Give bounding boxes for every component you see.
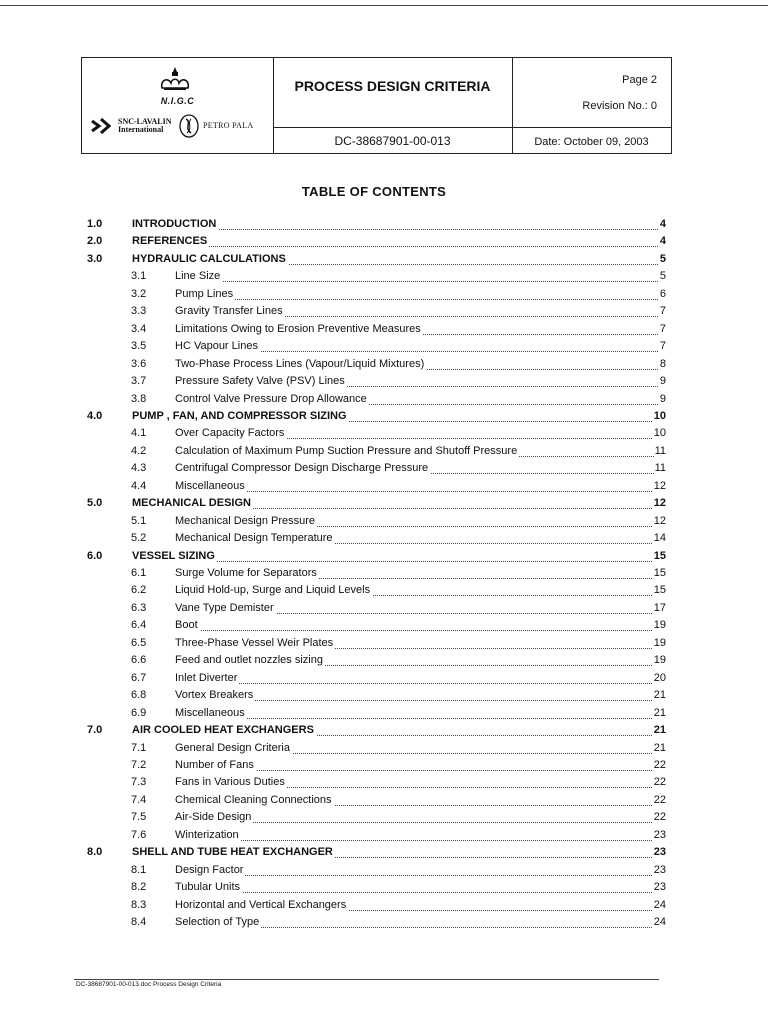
toc-entry-title: HYDRAULIC CALCULATIONS	[132, 252, 286, 265]
toc-entry-leader	[175, 892, 664, 893]
toc-entry[interactable]	[0, 567, 768, 584]
toc-entry[interactable]	[0, 619, 768, 636]
toc-entry-title: Air-Side Design	[175, 811, 252, 824]
toc-entry[interactable]	[0, 497, 768, 514]
toc-entry-number: 3.2	[131, 287, 147, 300]
footer-text: DC-38687901-00-013.doc Process Design Criteria	[76, 981, 222, 988]
snc-lavalin-logo-icon	[90, 118, 112, 134]
toc-entry[interactable]	[0, 480, 768, 497]
toc-title: TABLE OF CONTENTS	[301, 184, 447, 199]
toc-entry-page: 4	[659, 218, 666, 230]
toc-entry-page: 23	[653, 881, 666, 894]
toc-entry-number: 6.1	[131, 567, 147, 579]
petro-pala-label: PETRO PALA	[203, 121, 254, 130]
toc-entry-number: 3.5	[131, 340, 147, 353]
toc-entry[interactable]	[0, 637, 768, 654]
meta-cell	[512, 58, 671, 153]
toc-entry-number: 8.1	[131, 863, 147, 876]
toc-entry[interactable]	[0, 776, 768, 793]
toc-entry-title: Calculation of Maximum Pump Suction Pressure and Shutoff Pressure	[175, 444, 518, 457]
top-rule	[0, 5, 768, 6]
toc-entry[interactable]	[0, 707, 768, 724]
toc-entry[interactable]	[0, 305, 768, 322]
toc-entry-number: 3.4	[131, 322, 147, 335]
toc-entry-number: 6.7	[131, 671, 147, 684]
toc-entry-title: INTRODUCTION	[132, 218, 217, 230]
toc-entry-page: 7	[659, 322, 666, 335]
toc-entry[interactable]	[0, 829, 768, 846]
toc-entry-page: 15	[653, 584, 666, 597]
toc-entry-page: 22	[653, 793, 666, 806]
toc-entry-number: 4.1	[131, 427, 147, 440]
toc-entry-leader	[132, 246, 664, 247]
toc-entry-title: Selection of Type	[175, 916, 260, 928]
toc-entry[interactable]	[0, 445, 768, 462]
toc-entry-number: 7.4	[131, 793, 147, 806]
toc-entry-title: Two-Phase Process Lines (Vapour/Liquid Mixtures)	[175, 357, 425, 370]
toc-entry-title: Pump Lines	[175, 287, 234, 300]
toc-entry[interactable]	[0, 654, 768, 671]
toc-entry-number: 7.0	[87, 724, 103, 737]
toc-entry[interactable]	[0, 323, 768, 340]
toc-entry-title: Three-Phase Vessel Weir Plates	[175, 636, 334, 649]
toc-entry-page: 21	[653, 706, 666, 719]
toc-entry-leader	[175, 281, 664, 282]
toc-entry-number: 5.1	[131, 514, 147, 527]
toc-entry-leader	[175, 840, 664, 841]
toc-entry-number: 4.4	[131, 479, 147, 492]
toc-entry-number: 8.3	[131, 898, 147, 911]
toc-entry-title: Surge Volume for Separators	[175, 567, 317, 579]
toc-entry-number: 6.0	[87, 549, 103, 562]
toc-entry-page: 20	[653, 671, 666, 684]
toc-entry[interactable]	[0, 462, 768, 479]
toc-entry-number: 8.0	[87, 846, 103, 859]
toc-entry[interactable]	[0, 358, 768, 375]
toc-entry-page: 19	[653, 619, 666, 632]
toc-entry[interactable]	[0, 218, 768, 235]
toc-entry-page: 15	[653, 549, 666, 562]
toc-entry-number: 6.3	[131, 601, 147, 614]
toc-entry-page: 7	[659, 305, 666, 318]
toc-entry-title: Number of Fans	[175, 758, 254, 771]
toc-entry-number: 7.1	[131, 741, 147, 754]
toc-entry-number: 2.0	[87, 235, 103, 248]
toc-entry-number: 6.2	[131, 584, 147, 597]
toc-entry-page: 9	[659, 375, 666, 388]
toc-entry[interactable]	[0, 864, 768, 881]
toc-entry[interactable]	[0, 515, 768, 532]
toc-entry-page: 22	[653, 776, 666, 789]
toc-entry-number: 6.9	[131, 706, 147, 719]
toc-entry-number: 4.2	[131, 444, 147, 457]
toc-entry-page: 14	[653, 532, 666, 545]
toc-entry[interactable]	[0, 899, 768, 916]
toc-entry-page: 21	[653, 689, 666, 702]
toc-entry-page: 15	[653, 567, 666, 579]
toc-entry-page: 21	[653, 724, 666, 737]
toc-entry[interactable]	[0, 550, 768, 567]
nigc-label: N.I.G.C	[160, 96, 195, 106]
document-header	[81, 57, 672, 154]
toc-entry[interactable]	[0, 724, 768, 741]
page-number: Page 2	[622, 74, 657, 86]
toc-entry-title: Pressure Safety Valve (PSV) Lines	[175, 375, 345, 388]
toc-entry[interactable]	[0, 742, 768, 759]
toc-entry-number: 5.2	[131, 532, 147, 545]
toc-entry-title: General Design Criteria	[175, 741, 290, 754]
toc-entry-number: 7.2	[131, 758, 147, 771]
snc-lavalin-label: SNC-LAVALIN International	[118, 117, 172, 134]
toc-entry-number: 7.5	[131, 811, 147, 824]
toc-entry-title: Feed and outlet nozzles sizing	[175, 654, 323, 667]
title-cell	[273, 58, 513, 153]
toc-entry-page: 17	[653, 601, 666, 614]
toc-entry-page: 12	[653, 497, 666, 510]
toc-entry[interactable]	[0, 253, 768, 270]
toc-entry-page: 24	[653, 916, 666, 928]
petro-pala-emblem-icon	[178, 114, 200, 138]
toc-entry-title: Tubular Units	[175, 881, 241, 894]
toc-entry-title: MECHANICAL DESIGN	[132, 497, 251, 510]
toc-entry-leader	[175, 683, 664, 684]
toc-entry[interactable]	[0, 689, 768, 706]
toc-entry-title: Mechanical Design Temperature	[175, 532, 333, 545]
toc-entry-page: 23	[653, 828, 666, 841]
toc-entry-page: 23	[653, 863, 666, 876]
toc-entry-number: 4.3	[131, 462, 147, 475]
toc-entry-leader	[175, 491, 664, 492]
toc-entry-title: Vane Type Demister	[175, 601, 274, 614]
toc-entry-page: 5	[659, 270, 666, 283]
toc-entry-page: 21	[653, 741, 666, 754]
toc-entry-page: 24	[653, 898, 666, 911]
toc-entry-page: 23	[653, 846, 666, 859]
toc-entry-title: VESSEL SIZING	[132, 549, 215, 562]
toc-entry-leader	[175, 299, 664, 300]
toc-entry-title: Winterization	[175, 828, 239, 841]
toc-entry-page: 22	[653, 811, 666, 824]
toc-entry-page: 6	[659, 287, 666, 300]
toc-entry-leader	[175, 630, 664, 631]
toc-entry[interactable]	[0, 270, 768, 287]
toc-entry-title: Liquid Hold-up, Surge and Liquid Levels	[175, 584, 371, 597]
toc-entry-page: 10	[653, 427, 666, 440]
toc-entry[interactable]	[0, 672, 768, 689]
toc-entry-page: 7	[659, 340, 666, 353]
toc-entry-number: 8.4	[131, 916, 147, 928]
toc-entry-title: Line Size	[175, 270, 221, 283]
toc-entry-title: Fans in Various Duties	[175, 776, 285, 789]
toc-entry-page: 10	[653, 409, 666, 422]
toc-entry-page: 9	[659, 392, 666, 405]
toc-entry[interactable]	[0, 881, 768, 898]
toc-entry-leader	[175, 718, 664, 719]
toc-entry[interactable]	[0, 427, 768, 444]
toc-entry-title: Vortex Breakers	[175, 689, 254, 702]
toc-entry-page: 11	[654, 444, 666, 457]
toc-entry-title: REFERENCES	[132, 235, 208, 248]
toc-entry-title: SHELL AND TUBE HEAT EXCHANGER	[132, 846, 333, 859]
header-divider	[273, 127, 512, 128]
toc-entry-number: 6.4	[131, 619, 147, 632]
document-number: DC-38687901-00-013	[334, 134, 451, 148]
toc-entry[interactable]	[0, 393, 768, 410]
toc-entry[interactable]	[0, 794, 768, 811]
toc-entry-number: 1.0	[87, 218, 103, 230]
toc-entry-title: Gravity Transfer Lines	[175, 305, 283, 318]
toc-entry-title: Centrifugal Compressor Design Discharge Pressure	[175, 462, 429, 475]
toc-entry-title: Over Capacity Factors	[175, 427, 285, 440]
footer-rule	[74, 979, 659, 980]
toc-entry[interactable]	[0, 375, 768, 392]
toc-entry[interactable]	[0, 916, 768, 933]
toc-entry-page: 19	[653, 636, 666, 649]
toc-entry-number: 5.0	[87, 497, 103, 510]
toc-entry-page: 12	[653, 514, 666, 527]
toc-entry-title: Chemical Cleaning Connections	[175, 793, 332, 806]
document-title: PROCESS DESIGN CRITERIA	[294, 78, 491, 94]
toc-entry[interactable]	[0, 532, 768, 549]
toc-entry-page: 5	[659, 252, 666, 265]
toc-entry-title: Mechanical Design Pressure	[175, 514, 316, 527]
toc-entry[interactable]	[0, 235, 768, 252]
toc-entry[interactable]	[0, 846, 768, 863]
toc-entry[interactable]	[0, 602, 768, 619]
toc-entry-page: 19	[653, 654, 666, 667]
toc-entry-number: 6.8	[131, 689, 147, 702]
toc-entry-page: 8	[659, 357, 666, 370]
document-date: Date: October 09, 2003	[534, 136, 649, 148]
nigc-crown-icon	[158, 66, 192, 92]
toc-entry-title: Control Valve Pressure Drop Allowance	[175, 392, 367, 405]
header-divider	[512, 127, 671, 128]
toc-entry-page: 12	[653, 479, 666, 492]
logo-cell	[82, 58, 274, 153]
toc-entry[interactable]	[0, 811, 768, 828]
toc-entry-number: 6.5	[131, 636, 147, 649]
toc-entry-title: AIR COOLED HEAT EXCHANGERS	[132, 724, 314, 737]
toc-entry[interactable]	[0, 340, 768, 357]
toc-entry[interactable]	[0, 759, 768, 776]
toc-entry-number: 3.6	[131, 357, 147, 370]
toc-entry-number: 3.8	[131, 392, 147, 405]
toc-entry-leader	[175, 875, 664, 876]
toc-entry[interactable]	[0, 288, 768, 305]
toc-entry[interactable]	[0, 584, 768, 601]
toc-entry-title: Limitations Owing to Erosion Preventive Measures	[175, 322, 421, 335]
toc-entry-number: 3.3	[131, 305, 147, 318]
toc-entry-number: 7.3	[131, 776, 147, 789]
toc-entry-number: 3.0	[87, 252, 103, 265]
toc-entry-number: 3.1	[131, 270, 147, 283]
toc-entry-number: 3.7	[131, 375, 147, 388]
toc-entry[interactable]	[0, 410, 768, 427]
toc-entry-title: Miscellaneous	[175, 479, 245, 492]
toc-entry-title: Miscellaneous	[175, 706, 245, 719]
toc-entry-title: Inlet Diverter	[175, 671, 238, 684]
toc-entry-title: Design Factor	[175, 863, 244, 876]
toc-entry-number: 8.2	[131, 881, 147, 894]
toc-entry-page: 11	[654, 462, 666, 475]
toc-entry-number: 7.6	[131, 828, 147, 841]
revision-number: Revision No.: 0	[582, 100, 657, 112]
toc-entry-number: 4.0	[87, 409, 103, 422]
toc-entry-title: Boot	[175, 619, 198, 632]
toc-entry-number: 6.6	[131, 654, 147, 667]
toc-entry-page: 22	[653, 758, 666, 771]
toc-entry-title: Horizontal and Vertical Exchangers	[175, 898, 347, 911]
toc-entry-title: PUMP , FAN, AND COMPRESSOR SIZING	[132, 409, 347, 422]
toc-entry-title: HC Vapour Lines	[175, 340, 258, 353]
toc-entry-page: 4	[659, 235, 666, 248]
